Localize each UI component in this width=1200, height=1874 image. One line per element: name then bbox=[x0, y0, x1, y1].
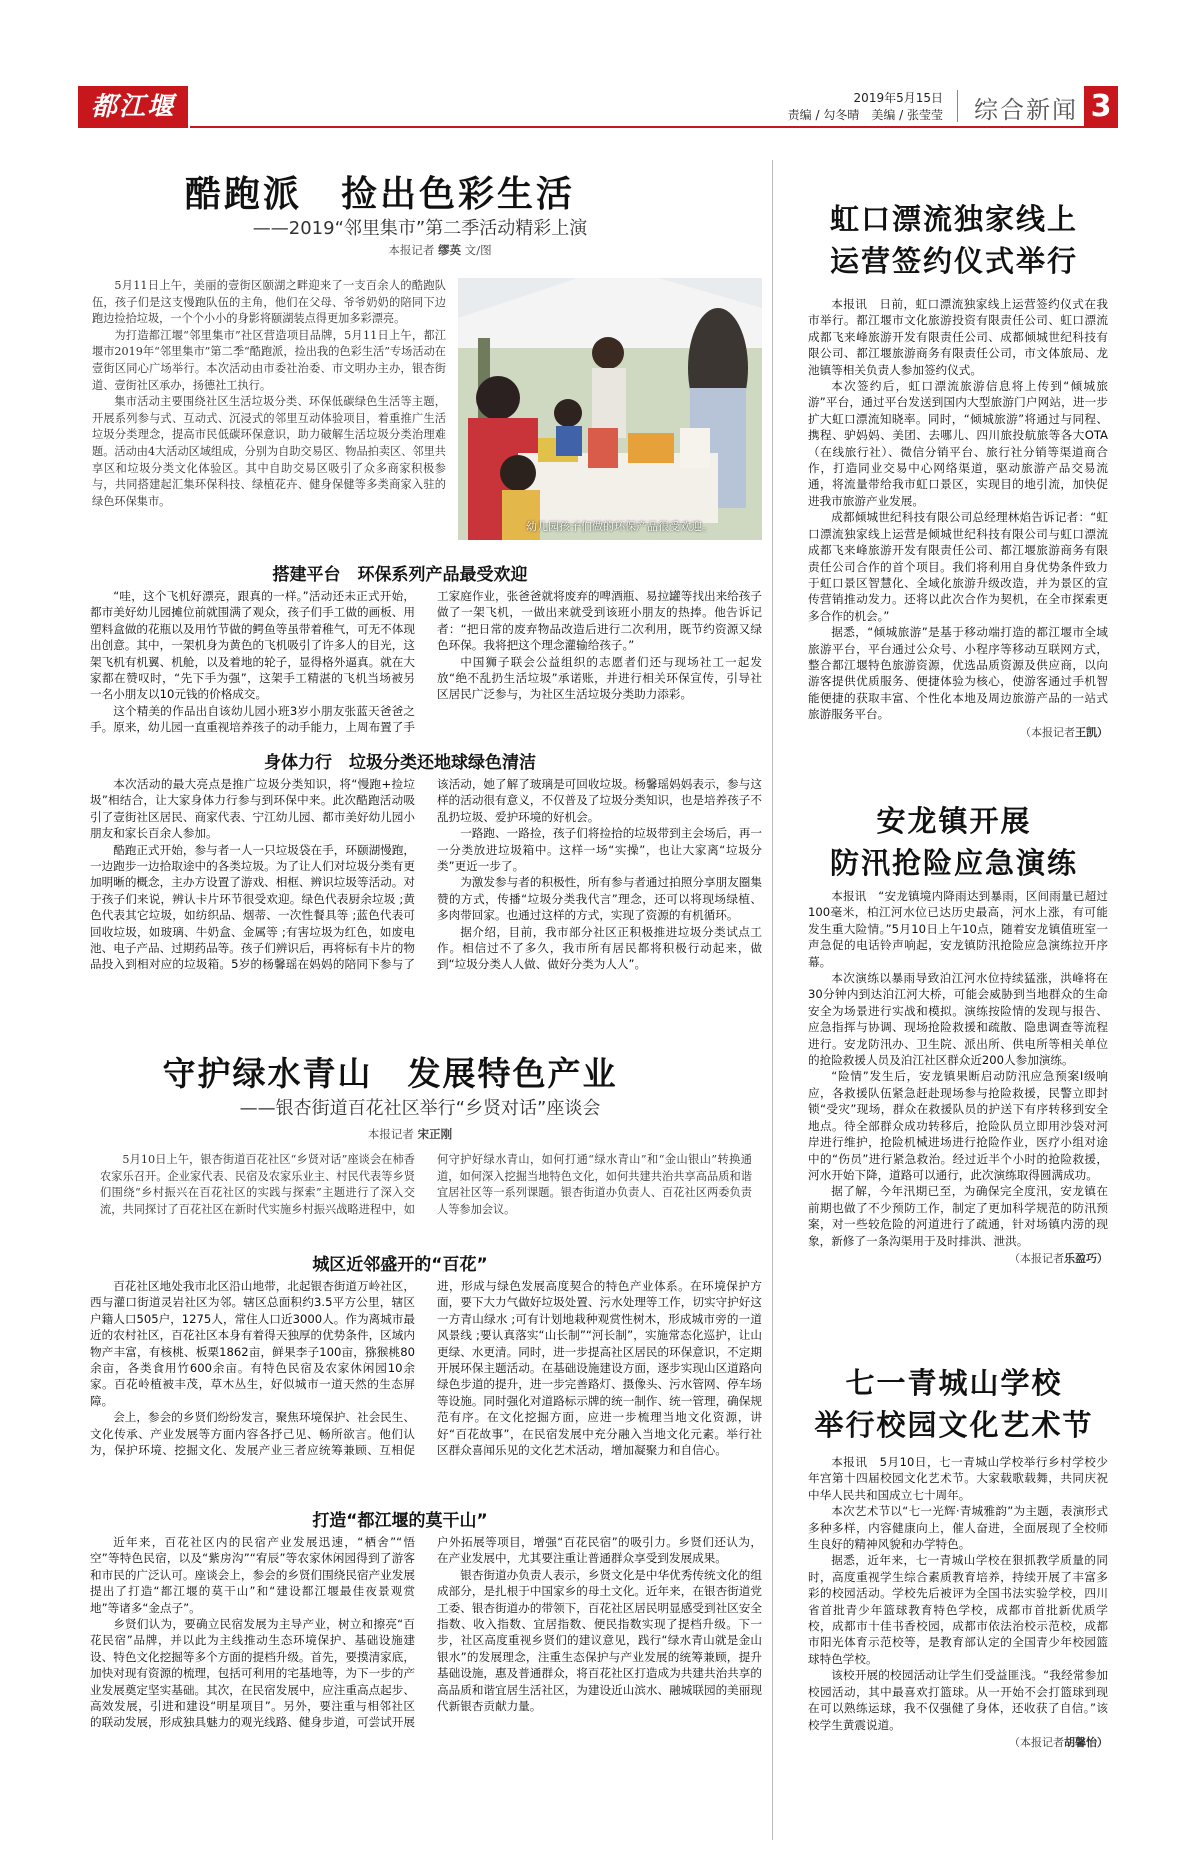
article5-title: 七一青城山学校 举行校园文化艺术节 bbox=[814, 1366, 1094, 1442]
article1-title: 酷跑派 捡出色彩生活 bbox=[184, 173, 575, 215]
issue-editors: 责编 / 勾冬晴 美编 / 张莹莹 bbox=[787, 108, 943, 122]
article4-title: 安龙镇开展 防汛抢险应急演练 bbox=[829, 804, 1078, 880]
article2-section1-body: 百花社区地处我市北区沿山地带，北起银杏街道万岭社区，西与灌口街道灵岩社区为邻。辖区总面积约3.5平方公里，辖区户籍人口505户，1275人，常住人口近3000人。作为离城市最近的农村社区，百花社区本身有着得天独厚的优势条件，区域内物产丰富，有核桃、板栗1862亩，鲜果李子100亩，猕猴桃80余亩，各类食用竹600余亩。有特色民宿及农家休闲园10余家。百花岭植被丰茂，草木丛生，好似城市一道天然的生态屏障。 会上，参会的乡贤们纷纷发言，聚焦环境保护、社会民生、文化传承、产业发展等方面内容各抒己见、畅所欲言。他们认为，保护环境、挖掘文化、发展产业三者应统筹兼顾、互相促进，形成与绿色发展高度契合的特色产业体系。在环境保护方面，要下大力气做好垃圾处置、污水处理等工作，切实守护好这一方青山绿水 ;可有计划地栽种观赏性树木，形成城市旁的一道风景线 ;要认真落实“山长制”“河长制”，实施常态化巡护，让山更绿、水更清。同时，进一步提高社区居民的环保意识，不定期开展环保主题活动。在基础设施建设方面，逐步实现山区道路向绿色步道的提升，进一步完善路灯、摄像头、污水管网、停车场等设施。同时强化对道路标示牌的统一制作、统一管理，确保规范有序。在文化挖掘方面，应进一步梳理当地文化资源，讲好“百花故事”，在民宿发展中充分融入当地文化元素。举行社区群众喜闻乐见的文化艺术活动，增加凝聚力和自信心。 bbox=[90, 1279, 762, 1458]
issue-meta bbox=[788, 90, 943, 124]
article1-subtitle: ——2019“邻里集市”第二季活动精彩上演 bbox=[252, 218, 588, 239]
article1-photo bbox=[458, 278, 762, 540]
article2-subtitle: ——银杏街道百花社区举行“乡贤对话”座谈会 bbox=[239, 1098, 601, 1119]
article1-lead: 5月11日上午，美丽的壹街区颐湖之畔迎来了一支百余人的酷跑队伍，孩子们是这支慢跑队伍的主角，他们在父母、爷爷奶奶的陪同下边跑边捡拾垃圾，一个个小小的身影将颐湖装点得更加多彩漂亮。 为打造都江堰“邻里集市”社区营造项目品牌，5月11日上午，都江堰市2019年“邻里集市”第二季“酷跑派，捡出我的色彩生活”专场活动在壹街区同心广场举行。本次活动由市委社治委、市文明办主办，银杏街道、壹街社区承办，扬德社工执行。 集市活动主要围绕社区生活垃圾分类、环保低碳绿色生活等主题，开展系列参与式、互动式、沉浸式的邻里互动体验项目，着重推广生活垃圾分类理念，提高市民低碳环保意识，助力破解生活垃圾分类治理难题。活动由4大活动区域组成，分别为自助交易区、物品拍卖区、邻里共享区和垃圾分类文化体验区。其中自助交易区吸引了众多商家积极参与，共同搭建起汇集环保科技、绿植花卉、健身保健等多类商家入驻的绿色环保集市。 bbox=[92, 279, 446, 508]
article1-author: 缪英 bbox=[438, 243, 462, 257]
article1-byline: 本报记者 缪英 文/图 bbox=[388, 243, 492, 257]
photo-caption: 幼儿园孩子们做的环保产品很受欢迎。 bbox=[526, 520, 713, 533]
article4-signature: （本报记者乐盈巧） bbox=[1009, 1251, 1108, 1265]
article5-signature: （本报记者胡馨怡） bbox=[1009, 1735, 1108, 1749]
issue-date: 2019年5月15日 bbox=[853, 91, 943, 105]
children-crafts-image bbox=[458, 278, 762, 540]
newspaper-logo: 都江堰报 bbox=[78, 86, 188, 128]
article2-lead: 5月10日上午，银杏街道百花社区“乡贤对话”座谈会在柿香农家乐召开。企业家代表、民宿及农家乐业主、村民代表等乡贤们围绕“乡村振兴在百花社区的实践与探索”主题进行了深入交流，共同探讨了百花社区在新时代实施乡村振兴战略进程中，如何守护好绿水青山，如何打通“绿水青山”和“金山银山”转换通道，如何深入挖掘当地特色文化，如何共建共治共享高品质和谐宜居社区等一系列课题。银杏街道办负责人、百花社区两委负责人等参加会议。 bbox=[100, 1153, 752, 1216]
article5-body: 本报讯 5月10日，七一青城山学校举行乡村学校少年宫第十四届校园文化艺术节。大家载歌载舞，共同庆祝中华人民共和国成立七十周年。 本次艺术节以“七一光辉·青城雅韵”为主题，表演形式多种多样，内容健康向上，催人奋进，全面展现了全校师生良好的精神风貌和办学特色。 据悉，近年来，七一青城山学校在狠抓教学质量的同时，高度重视学生综合素质教育培养，持续开展了丰富多彩的校园活动。学校先后被评为全国书法实验学校，四川省首批青少年篮球教育特色学校，成都市首批新优质学校，成都市十佳书香校园，成都市依法治校示范校，成都市阳光体育示范校等，是教育部认定的全国青少年校园篮球特色学校。 该校开展的校园活动让学生们受益匪浅。“我经常参加校园活动，其中最喜欢打篮球。从一开始不会打篮球到现在可以熟练运球，我不仅强健了身体，还收获了自信。”该校学生黄震说道。 （本报记者胡馨怡） bbox=[808, 1454, 1108, 1751]
article2-title: 守护绿水青山 发展特色产业 bbox=[162, 1054, 618, 1093]
article1-section1-body: “哇，这个飞机好漂亮，跟真的一样。”活动还未正式开始，都市美好幼儿园摊位前就围满了观众，孩子们手工做的画板、用塑料盒做的花瓶以及用竹节做的鳄鱼等虽带着稚气，可无不体现出创意。其中，一架机身为黄色的飞机吸引了许多人的目光，这架飞机有机翼、机舱，以及着地的轮子，显得格外逼真。就在大家都在赞叹时，“先下手为强”，这架手工精湛的飞机当场被另一名小朋友以10元钱的价格成交。 这个精美的作品出自该幼儿园小班3岁小朋友张蓝天爸爸之手。原来，幼儿园一直重视培养孩子的动手能力，上周布置了手工家庭作业，张爸爸就将废弃的啤酒瓶、易拉罐等找出来给孩子做了一架飞机，一做出来就受到该班小朋友的热捧。他告诉记者：“把日常的废弃物品改造后进行二次利用，既节约资源又绿色环保。我将把这个理念灌输给孩子。” 中国狮子联会公益组织的志愿者们还与现场社工一起发放“绝不乱扔生活垃圾”承诺账，并进行相关环保宣传，引导社区居民广泛参与，为社区生活垃圾分类助力添彩。 bbox=[90, 589, 762, 735]
article1-section1-heading: 搭建平台 环保系列产品最受欢迎 bbox=[272, 565, 528, 585]
section-name: 综合新闻 bbox=[974, 96, 1078, 124]
article2-section2-heading: 打造“都江堰的莫干山” bbox=[312, 1511, 488, 1531]
masthead-separator bbox=[957, 90, 958, 122]
column-divider bbox=[772, 160, 773, 1840]
article2-section2-body: 近年来，百花社区内的民宿产业发展迅速，“栖舍”“悟空”等特色民宿，以及“紫房沟”“宥辰”等农家休闲园得到了游客和市民的广泛认可。座谈会上，参会的乡贤们围绕民宿产业发展提出了打造“都江堰的莫干山”和“建设都江堰最佳夜景观赏地”等诸多“金点子”。 乡贤们认为，要确立民宿发展为主导产业，树立和擦亮“百花民宿”品牌，并以此为主线推动生态环境保护、基础设施建设、特色文化挖掘等多个方面的提档升级。首先，要摸清家底，加快对现有资源的梳理，包括可利用的宅基地等，为下一步的产业发展奠定坚实基础。其次，在民宿发展中，应注重高点起步、高效发展，引进和建设“明星项目”。另外，要注重与相邻社区的联动发展，形成独具魅力的观光线路、健身步道，可尝试开展户外拓展等项目，增强“百花民宿”的吸引力。乡贤们还认为，在产业发展中，尤其要注重让普通群众享受到发展成果。 银杏街道办负责人表示，乡贤文化是中华优秀传统文化的组成部分，是扎根于中国家乡的母土文化。近年来，在银杏街道党工委、银杏街道办的带领下，百花社区居民明显感受到社区安全指数、收入指数、宜居指数、便民指数实现了提档升级。下一步，社区高度重视乡贤们的建议意见，践行“绿水青山就是金山银水”的发展理念，注重生态保护与产业发展的统筹兼顾，提升基础设施，惠及普通群众，将百花社区打造成为共建共治共享的高品质和谐宜居生活社区，为建设近山滨水、融城联园的美丽现代新银杏贡献力量。 bbox=[90, 1535, 762, 1730]
article3-title: 虹口漂流独家线上 运营签约仪式举行 bbox=[829, 202, 1078, 278]
masthead-rule bbox=[190, 126, 1118, 128]
page-number: 3 bbox=[1084, 86, 1118, 128]
article1-section2-heading: 身体力行 垃圾分类还地球绿色清洁 bbox=[264, 753, 536, 773]
article1-section2-body: 本次活动的最大亮点是推广垃圾分类知识，将“慢跑+捡垃圾”相结合，让大家身体力行参与到环保中来。此次酷跑活动吸引了壹街社区居民、商家代表、宁江幼儿园、都市美好幼儿园小朋友和家长百余人参加。 酷跑正式开始，参与者一人一只垃圾袋在手，环颐湖慢跑，一边跑步一边拾取途中的各类垃圾。为了让人们对垃圾分类有更加明晰的概念，主办方设置了游戏、相框、辨识垃圾等活动。对于孩子们来说，辨认卡片环节很受欢迎。绿色代表厨余垃圾 ;黄色代表其它垃圾，如纺织品、烟蒂、一次性餐具等 ;蓝色代表可回收垃圾，如玻璃、牛奶盒、金属等 ;有害垃圾为红色，如废电池、电子产品、过期药品等。孩子们辨识后，再将标有卡片的物品投入到相对应的垃圾箱。5岁的杨馨瑶在妈妈的陪同下参与了该活动，她了解了玻璃是可回收垃圾。杨馨瑶妈妈表示，参与这样的活动很有意义，不仅普及了垃圾分类知识，也是培养孩子不乱扔垃圾、爱护环境的好机会。 一路跑、一路捡，孩子们将捡拾的垃圾带到主会场后，再一一分类放进垃圾箱中。这样一场“实操”，也让大家离“垃圾分类”更近一步了。 为激发参与者的积极性，所有参与者通过拍照分享朋友圈集赞的方式，传播“垃圾分类我代言”理念，还可以将现场绿植、多肉带回家。也通过这样的方式，实现了资源的有机循环。 据介绍，目前，我市部分社区正积极推进垃圾分类试点工作。相信过不了多久，我市所有居民都将积极行动起来，做到“垃圾分类人人做、做好分类为人人”。 bbox=[90, 777, 762, 972]
article2-section1-heading: 城区近邻盛开的“百花” bbox=[312, 1255, 488, 1275]
article4-body: 本报讯 “安龙镇境内降雨达到暴雨，区间雨量已超过100毫米，柏江河水位已达历史最高，河水上涨，有可能发生重大险情。”5月10日上午10点，随着安龙镇值班室一声急促的电话铃声响起，安龙镇防汛抢险应急演练拉开序幕。 本次演练以暴雨导致泊江河水位持续猛涨，洪峰将在30分钟内到达泊江河大桥，可能会威胁到当地群众的生命安全为场景进行实战和模拟。演练按险情的发现与报告、应急指挥与协调、现场抢险救援和疏散、隐患调查等流程进行。安龙防汛办、卫生院、派出所、供电所等相关单位的抢险救援人员及泊江社区群众近200人参加演练。 “险情”发生后，安龙镇果断启动防汛应急预案Ⅰ级响应，各救援队伍紧急赶赴现场参与抢险救援，民警立即封锁“受灾”现场，群众在救援队员的护送下有序转移到安全地点。待全部群众成功转移后，抢险队员立即用沙袋对河岸进行维护，抢险机械进场进行抢险作业，医疗小组对途中的“伤员”进行紧急救治。经过近半个小时的抢险救援，河水开始下降，道路可以通行，此次演练取得圆满成功。 据了解，今年汛期已至，为确保完全度汛，安龙镇在前期也做了不少预防工作，制定了更加科学规范的防汛预案，对一些较危险的河道进行了疏通，针对场镇内涝的现象，新修了一条沟渠用于及时排洪、泄洪。 （本报记者乐盈巧） bbox=[808, 888, 1108, 1267]
masthead bbox=[78, 86, 1118, 164]
article2-byline: 本报记者 宋正刚 bbox=[367, 1127, 453, 1141]
article3-signature: （本报记者王凯） bbox=[1020, 725, 1108, 739]
article2-author: 宋正刚 bbox=[417, 1127, 453, 1141]
article3-body: 本报讯 日前，虹口漂流独家线上运营签约仪式在我市举行。都江堰市文化旅游投资有限责任公司、虹口漂流成都飞来峰旅游开发有限责任公司、成都倾城世纪科技有限公司、都江堰旅游商务有限责任公司，市文体旅局、龙池镇等相关负责人参加签约仪式。 本次签约后，虹口漂流旅游信息将上传到“倾城旅游”平台，通过平台发送到国内大型旅游门户网站，进一步扩大虹口漂流知晓率。同时，“倾城旅游”将通过与同程、携程、驴妈妈、美团、去哪儿、四川旅投航旅等各大OTA（在线旅行社）、微信分销平台、旅行社分销等渠道商合作，打造同业交易中心网络渠道，驱动旅游产品交易流通，将流量带给我市虹口景区，实现目的地引流，加快促进我市旅游产业发展。 成都倾城世纪科技有限公司总经理林焰告诉记者：“虹口漂流独家线上运营是倾城世纪科技有限公司与虹口漂流成都飞来峰旅游开发有限责任公司、都江堰旅游商务有限责任公司合作的首个项目。我们将利用自身优势条件致力于虹口景区智慧化、全域化旅游升级改造，并为景区的宣传营销推动发力。还将以此次合作为契机，在全市探索更多合作的机会。” 据悉，“倾城旅游”是基于移动端打造的都江堰市全域旅游平台，平台通过公众号、小程序等移动互联网方式，整合都江堰特色旅游资源，优选品质资源及供应商，以向游客提供优质服务、便捷体验为核心，使游客通过手机智能便捷的获取丰富、个性化本地及周边旅游产品的一站式旅游服务平台。 （本报记者王凯） bbox=[808, 296, 1108, 741]
